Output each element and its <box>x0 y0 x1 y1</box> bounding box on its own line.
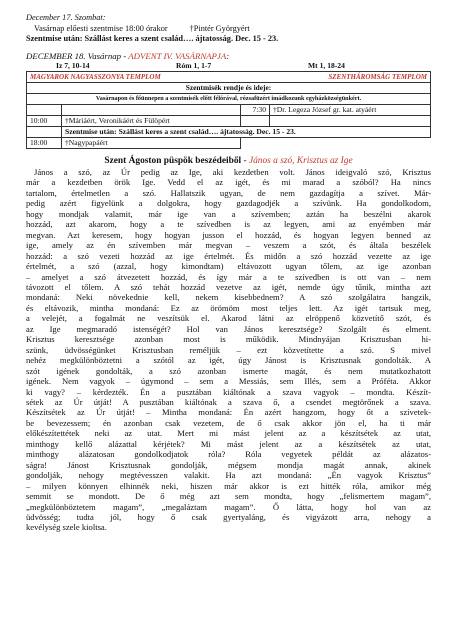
dec18-heading <box>26 51 431 62</box>
sermon-line: ságra! Jánost Krisztusnak gondolják, mégsem mondja magát annak, akinek <box>26 459 431 470</box>
church-row <box>27 72 431 83</box>
row4-time: 18:00 <box>27 138 62 149</box>
row4-time2 <box>241 138 270 149</box>
dec18-date: DECEMBER 18. Vasárnap <box>26 50 122 61</box>
sermon-line: minthogy kellő alázattal kérjétek? Mi mást jelent az a készítsétek az utat, <box>26 438 431 449</box>
dec18-sep: - <box>121 50 129 61</box>
sermon-line: Készítsétek az Úr útját! – Mintha mondaná: Én azért hangzom, hogy őt a szívetek- <box>26 407 431 418</box>
row1-intent2: †Dr. Legeza József gr. kat. atyáért <box>270 105 431 116</box>
sermon-line: ige, amely az én szívemben már megvan – veszem a szót, és általa beszélek <box>26 240 431 251</box>
church-right: SZENTHÁROMSÁG TEMPLOM <box>241 72 431 83</box>
schedule-row <box>27 127 431 138</box>
sermon-line: ki vagy? – kérdezték. Én a pusztában kiáltónak a szava vagyok – mondta. Készít- <box>26 386 431 397</box>
sermon-line: üdvösség; tudta jól, hogy ő csak gyertyaláng, és vigyázott arra, nehogy a <box>26 511 431 522</box>
reading-2: Róm 1, 1-7 <box>176 61 212 70</box>
notice-row <box>27 94 431 105</box>
sermon-line: „megkülönböztetem magam”, „megaláztam magam”. Ő látta, hogy hol van az <box>26 501 431 512</box>
row4-intent2 <box>270 138 431 149</box>
sermon-line: már a kezdetben örök Ige. Vedd el az igét, és mi marad a szóból? Ha nincs <box>26 177 431 188</box>
schedule-row <box>27 138 431 149</box>
dec17-mass-intent: †Pintér Györgyért <box>189 23 250 33</box>
dec17-mass: Vasárnap előesti szentmise 18:00 órakor <box>34 23 168 33</box>
readings-row <box>26 61 431 71</box>
sermon-line: minthogy alázatosan gondolkodjatok róla? Róla vegyetek példát az alázatos- <box>26 449 431 460</box>
sermon-line: hozzád, azt akarom, hogy a te szívedben is az legyen, ami az enyémben már <box>26 219 431 230</box>
dec17-heading: December 17. Szombat: <box>26 13 106 22</box>
sermon-line: hogy mondjak valamit, már ige van a szívemben; aztán ha beszélni akarok <box>26 208 431 219</box>
sermon-line: Krisztus keresztsége azonban most is működik. Mindnyájan Krisztusban hi- <box>26 334 431 345</box>
sermon-title-text: Szent Ágoston püspök beszédeiből <box>104 156 242 166</box>
sermon-line: semmit se mondott. De ő még azt sem mondta, hogy „felismertem magam”, <box>26 491 431 502</box>
order-notice: Vasárnapon és főünnepen a szentmisék előtt félórával, rózsafüzért imádkozunk egyházközségünkért. <box>27 94 431 105</box>
sermon-line: be bevezessem; én azonban csak vezetem, de ő csak akkor jön el, ha ti már <box>26 417 431 428</box>
sermon-body <box>26 167 431 533</box>
sermon-line: sétek az Úr útját! A pusztában kiáltónak a szava ő, a csendet megtörőnek a szava. <box>26 396 431 407</box>
row3-time <box>27 127 62 138</box>
row2-time: 10:00 <box>27 116 62 127</box>
row3-worship: Szentmise után: Szállást keres a szent család…. ájtatosság. Dec. 15 - 23. <box>62 127 431 138</box>
sermon-line: szót igének gondolták, a szó azonban ismerte magát, és nem mutatkozhatott <box>26 365 431 376</box>
reading-3: Mt 1, 18-24 <box>308 61 345 70</box>
sermon-line: hozzád: a szó vezeti hozzád az ige értelmét. És midőn a szó hozzád vezette az ige <box>26 250 431 261</box>
sermon-line: távozott el tőlem. A szó tehát hozzád vezetve az igét, nemde úgy tűnik, mintha azt <box>26 281 431 292</box>
order-title: Szentmisék rendje és ideje: <box>27 83 431 94</box>
order-title-row <box>27 83 431 94</box>
row1-time <box>27 105 62 116</box>
sermon-title-sep: - <box>241 156 249 166</box>
row1-intent <box>62 105 241 116</box>
schedule-row <box>27 105 431 116</box>
sermon-line: János a szó, az Úr pedig az Ige, aki kezdetben volt. János ideigvaló szó, Krisztus <box>34 167 431 177</box>
sermon-line: értelmét, a szó (azzal, hogy kimondtam) eltávozott ugyan tőlem, az ige azonban <box>26 261 431 272</box>
dec18-title: ADVENT IV. VASÁRNAPJA <box>128 50 227 61</box>
dec18-colon: : <box>226 50 230 61</box>
row1-time2: 7:30 <box>241 105 270 116</box>
sermon-line: nehéz megkülönböztetni a szótól az igét, úgy Jánost is Krisztusnak gondolták. A <box>26 355 431 366</box>
sermon-line: – amelyet a szó átvezetett hozzád, és így már a te szívedben is ott van – nem <box>26 271 431 282</box>
schedule-table <box>26 71 431 149</box>
schedule-row <box>27 116 431 127</box>
bulletin-page <box>26 4 431 533</box>
row2-time2 <box>241 116 270 127</box>
sermon-line: előkészítettétek neki az utat. Mert mi mást jelent az a készítsétek az utat, <box>26 428 431 439</box>
row4-intent: †Nagypapáért <box>62 138 241 149</box>
sermon-line: igének. Nem vagyok – úgymond – sem a Messiás, sem Illés, sem a Próféta. Akkor <box>26 376 431 387</box>
sermon-line: az Ige megmaradó istenségét? Hol van János keresztsége? Szolgált és elment. <box>26 323 431 334</box>
sermon-title <box>26 155 431 167</box>
sermon-line: tartalom, értelmetlen a szó. Hallatszik ugyan, de nem gazdagítja a szívet. Már- <box>26 187 431 198</box>
sermon-line: pedig azért figyelünk a dolgokra, hogy gazdagodjék a szívünk. Ha gondolkodom, <box>26 198 431 209</box>
row2-intent: †Máriáért, Veronikáért és Fülöpért <box>62 116 241 127</box>
sermon-line: szünk, üdvösségünket Krisztusban reméljük – ezt közvetítette a szó. S mivel <box>26 344 431 355</box>
church-left: MAGYAROK NAGYASSZONYA TEMPLOM <box>27 72 241 83</box>
dec17-worship: Szentmise után: Szállást keres a szent család…. ájtatosság. Dec. 15 - 23. <box>26 34 279 43</box>
sermon-line: mondaná: Neki növekednie kell, nekem kisebbednem? A szó szolgálatra hangzik, <box>26 292 431 303</box>
dec17-mass-row <box>26 24 431 35</box>
sermon-line: kevélység szele kioltsa. <box>26 522 107 533</box>
sermon-subtitle: János a szó, Krisztus az Ige <box>248 156 353 166</box>
sermon-line: megvan. Azt keresem, hogy hogyan jusson el hozzád, és hogyan legyen benned az <box>26 229 431 240</box>
sermon-line: és eltávozik, mintha mondaná: Ez az örömöm most teljes lett. Az igét tartsuk meg, <box>26 302 431 313</box>
row2-intent2 <box>270 116 431 127</box>
sermon-line: – milyen könnyen elhinnék neki, hiszen már akkor is ezt hitték róla, amikor még <box>26 480 431 491</box>
sermon-line: a velejét, a fogalmát ne veszítsük el. Akarod látni az elröppenő közvetítő szót, és <box>26 313 431 324</box>
reading-1: Iz 7, 10-14 <box>56 61 90 70</box>
sermon-line: gondolják, nehogy megtévesszen valakit. Ha azt mondaná: „Én vagyok Krisztus” <box>26 470 431 481</box>
